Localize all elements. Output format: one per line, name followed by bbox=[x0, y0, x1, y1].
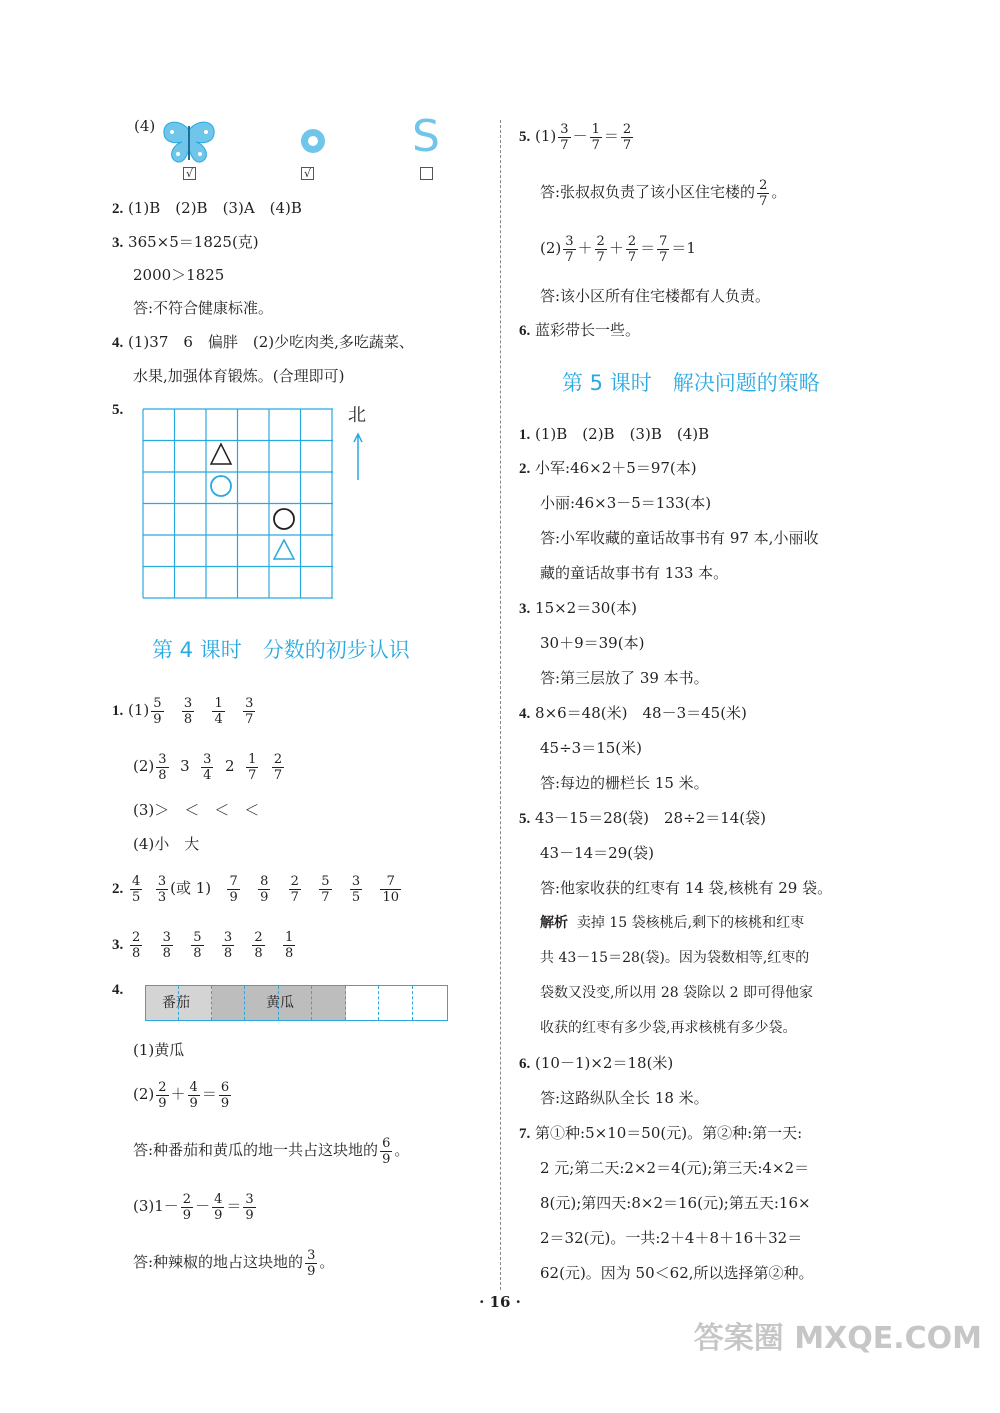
s5q6-line1: 6. (10－1)×2＝18(米) bbox=[519, 1054, 674, 1072]
triangle-black bbox=[211, 444, 231, 464]
q5-answer1: 答:张叔叔负责了该小区住宅楼的 $\frac{2}{7}$ 。 bbox=[540, 177, 787, 209]
q5-line2: (2) $\frac{3}{7}$ ＋ $\frac{2}{7}$ ＋ $\frac{2}{7}$ ＝ $\frac{7}{7}$ ＝1 bbox=[540, 233, 696, 265]
watermark bbox=[694, 1322, 982, 1356]
s5q2-line3: 答:小军收藏的童话故事书有 97 本,小丽收 bbox=[540, 529, 819, 547]
letter-s-shape: S bbox=[412, 111, 440, 162]
s5q4-line2: 45÷3＝15(米) bbox=[540, 739, 642, 757]
triangle-blue bbox=[274, 540, 294, 559]
checkbox-s bbox=[420, 167, 433, 180]
s5q5-analysis2: 共 43－15＝28(袋)。因为袋数相等,红枣的 bbox=[540, 950, 810, 966]
s5q7-line3: 8(元);第四天:8×2＝16(元);第五天:16× bbox=[540, 1194, 811, 1212]
column-divider bbox=[500, 120, 501, 1290]
s4q1-line2: (2) $\frac{3}{8}$ 3 $\frac{3}{4}$ 2 $\frac{1}{7}$ $\frac{2}{7}$ bbox=[133, 751, 283, 783]
s4q4-line3: (3)1－ $\frac{2}{9}$ － $\frac{4}{9}$ ＝ $\frac{3}{9}$ bbox=[133, 1191, 254, 1223]
s5q7-line5: 62(元)。因为 50＜62,所以选择第②种。 bbox=[540, 1264, 814, 1282]
s5q7-line1: 7. 第①种:5×10＝50(元)。第②种:第一天: bbox=[519, 1124, 803, 1142]
section5-title: 第 5 课时 解决问题的策略 bbox=[562, 371, 820, 395]
s5q4-line1: 4. 8×6＝48(米) 48－3＝45(米) bbox=[519, 704, 747, 722]
s5q4-line3: 答:每边的栅栏长 15 米。 bbox=[540, 774, 709, 792]
s5q5-line3: 答:他家收获的红枣有 14 袋,核桃有 29 袋。 bbox=[540, 879, 833, 897]
checkbox-cloud: √ bbox=[301, 167, 314, 180]
s5q7-line4: 2＝32(元)。一共:2＋4＋8＋16＋32＝ bbox=[540, 1229, 803, 1247]
s4q4-line1: (1)黄瓜 bbox=[133, 1041, 185, 1059]
s5q7-line2: 2 元;第二天:2×2＝4(元);第三天:4×2＝ bbox=[540, 1159, 810, 1177]
watermark-text: 答案圈 MXQE.COM bbox=[693, 1321, 982, 1356]
q5-answer2: 答:该小区所有住宅楼都有人负责。 bbox=[540, 287, 771, 305]
q3-line1: 3. 365×5＝1825(克) bbox=[112, 233, 259, 251]
circle-blue bbox=[211, 476, 231, 496]
q3-line2: 2000＞1825 bbox=[133, 266, 225, 284]
circle-black bbox=[274, 509, 294, 529]
direction-grid bbox=[142, 408, 334, 600]
q4b-line2: 水果,加强体育锻炼。(合理即可) bbox=[133, 367, 345, 385]
bar-segment-empty-3 bbox=[413, 986, 447, 1020]
s4q1-line4: (4)小 大 bbox=[133, 835, 200, 853]
bar-segment-cucumber-4 bbox=[312, 986, 346, 1020]
bar-segment-empty-2 bbox=[379, 986, 413, 1020]
q4b-line1: 4. (1)37 6 偏胖 (2)少吃肉类,多吃蔬菜、 bbox=[112, 333, 414, 351]
s4q1-line1: 1. (1) $\frac{5}{9}$ $\frac{3}{8}$ $\frac{1}{4}$ $\frac{3}{7}$ bbox=[112, 695, 254, 727]
s5q5-line2: 43－14＝29(袋) bbox=[540, 844, 654, 862]
bar-label-cucumber: 黄瓜 bbox=[266, 995, 294, 1011]
s4q4-line2: (2) $\frac{2}{9}$ ＋ $\frac{4}{9}$ ＝ $\frac{6}{9}$ bbox=[133, 1079, 230, 1111]
north-label: 北 bbox=[348, 405, 366, 426]
land-bar bbox=[145, 985, 448, 1021]
s4q4-number: 4. bbox=[112, 982, 124, 998]
s5q3-line1: 3. 15×2＝30(本) bbox=[519, 599, 638, 617]
s4q3-line: 3. $\frac{2}{8}$ $\frac{3}{8}$ $\frac{5}{8}$ $\frac{3}{8}$ $\frac{2}{8}$ $\frac{1}{8}$ bbox=[112, 929, 294, 961]
q4-label: (4) bbox=[134, 117, 156, 135]
s5q5-line1: 5. 43－15＝28(袋) 28÷2＝14(袋) bbox=[519, 809, 766, 827]
q5-line1: 5. (1) $\frac{3}{7}$ － $\frac{1}{7}$ ＝ $\frac{2}{7}$ bbox=[519, 121, 632, 153]
cloud-shape-icon bbox=[286, 123, 328, 159]
s4q1-line3: (3)＞ ＜ ＜ ＜ bbox=[133, 801, 260, 819]
s4q4-answer2: 答:种番茄和黄瓜的地一共占这块地的 $\frac{6}{9}$ 。 bbox=[133, 1135, 410, 1167]
section4-title: 第 4 课时 分数的初步认识 bbox=[152, 638, 410, 662]
s5q5-analysis1: 解析 卖掉 15 袋核桃后,剩下的核桃和红枣 bbox=[540, 915, 805, 931]
q5-number: 5. bbox=[112, 402, 124, 418]
s4q2-line: 2. $\frac{4}{5}$ $\frac{3}{3}$ (或 1) $\frac{7}{9}$ $\frac{8}{9}$ $\frac{2}{7}$ $\frac{5}{7}$ $\frac{3}{5}$ $\frac{7}{10}$ bbox=[112, 873, 399, 905]
butterfly-icon bbox=[160, 120, 218, 166]
s5q2-line2: 小丽:46×3－5＝133(本) bbox=[540, 494, 712, 512]
analysis-tag: 解析 bbox=[540, 915, 568, 931]
bar-segment-empty-1 bbox=[346, 986, 379, 1020]
q3-answer: 答:不符合健康标准。 bbox=[133, 299, 274, 317]
q2-line: 2. (1)B (2)B (3)A (4)B bbox=[112, 199, 302, 217]
s5q5-analysis4: 收获的红枣有多少袋,再求核桃有多少袋。 bbox=[540, 1020, 797, 1036]
s5q6-line2: 答:这路纵队全长 18 米。 bbox=[540, 1089, 709, 1107]
s5q2-line1: 2. 小军:46×2＋5＝97(本) bbox=[519, 459, 697, 477]
s4q4-answer3: 答:种辣椒的地占这块地的 $\frac{3}{9}$ 。 bbox=[133, 1247, 335, 1279]
s5q1-line: 1. (1)B (2)B (3)B (4)B bbox=[519, 425, 710, 443]
s5q2-line4: 藏的童话故事书有 133 本。 bbox=[540, 564, 729, 582]
s5q5-analysis3: 袋数又没变,所以用 28 袋除以 2 即可得他家 bbox=[540, 985, 813, 1001]
s5q3-line3: 答:第三层放了 39 本书。 bbox=[540, 669, 709, 687]
q6-line: 6. 蓝彩带长一些。 bbox=[519, 321, 641, 339]
bar-segment-cucumber-1 bbox=[212, 986, 245, 1020]
page-number: · 16 · bbox=[479, 1293, 521, 1311]
checkbox-butterfly: √ bbox=[183, 167, 196, 180]
north-arrow-icon bbox=[351, 432, 365, 482]
s5q3-line2: 30＋9＝39(本) bbox=[540, 634, 645, 652]
bar-label-tomato: 番茄 bbox=[162, 995, 190, 1011]
